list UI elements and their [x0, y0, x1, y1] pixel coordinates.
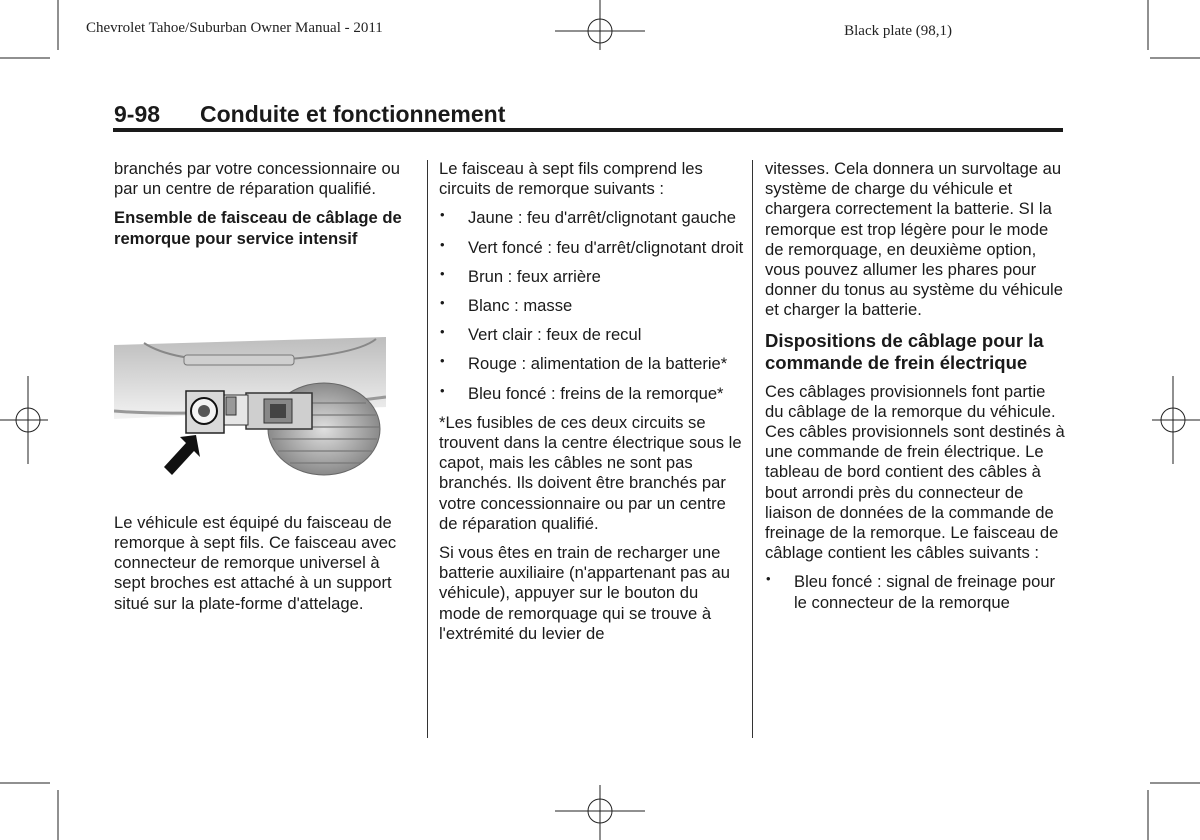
column-divider-1: [427, 160, 428, 738]
bullet-icon: •: [440, 353, 445, 369]
paragraph: vitesses. Cela donnera un survoltage au système de charge du véhicule et chargera correctement la batterie. SI la remorque est trop légère pour le mode de remorquage, en deuxième option, vous pouvez allumer les phares pour donner du tonus au système du véhicule et charger la batterie.: [765, 159, 1063, 320]
list-item-text: Jaune : feu d'arrêt/clignotant gauche: [468, 208, 736, 228]
running-header-right: Black plate (98,1): [844, 23, 952, 39]
paragraph: Le faisceau à sept fils comprend les circuits de remorque suivants :: [439, 159, 703, 199]
subsection-heading: Dispositions de câblage pour la commande de frein électrique: [765, 329, 1044, 373]
wire-list: [765, 572, 1065, 612]
section-title: Conduite et fonctionnement: [200, 101, 506, 127]
list-item-text: Blanc : masse: [468, 296, 573, 316]
list-item: [765, 572, 1065, 612]
paragraph: *Les fusibles de ces deux circuits se trouvent dans la centre électrique sous le capot, mais les câbles ne sont pas branchés. Ils doivent être branchés par votre concessionnaire ou par un centre de réparation qualifié.: [439, 412, 742, 533]
section-number: 9-98: [114, 101, 161, 127]
list-item-text: Bleu foncé : signal de freinage pour le connecteur de la remorque: [794, 572, 1056, 612]
list-item: [439, 296, 744, 316]
column-2: [439, 159, 744, 653]
paragraph: Ces câblages provisionnels font partie du câblage de la remorque du véhicule. Ces câbles provisionnels sont destinés à une commande de frein électrique. Le tableau de bord contient des câbles à bout arrondi près du connecteur de liaison de données de la commande de freinage de la remorque. Le faisceau de câblage contient les câbles suivants :: [765, 381, 1065, 563]
paragraph: branchés par votre concessionnaire ou par un centre de réparation qualifié.: [114, 159, 400, 199]
list-item: [439, 325, 744, 345]
column-3: [765, 159, 1065, 622]
bullet-icon: •: [440, 295, 445, 311]
wire-color-list: [439, 208, 744, 403]
list-item: [439, 354, 744, 374]
column-divider-2: [752, 160, 753, 738]
bullet-icon: •: [440, 236, 445, 252]
list-item-text: Vert clair : feux de recul: [468, 325, 642, 345]
header-rule: [113, 128, 1063, 132]
list-item: [439, 267, 744, 287]
bullet-icon: •: [440, 382, 445, 398]
bullet-icon: •: [440, 265, 445, 281]
subsection-heading: Ensemble de faisceau de câblage de remorque pour service intensif: [114, 208, 402, 248]
list-item-text: Vert foncé : feu d'arrêt/clignotant droit: [468, 237, 744, 257]
bullet-icon: •: [440, 207, 445, 223]
bullet-icon: •: [766, 571, 771, 587]
list-item-text: Brun : feux arrière: [468, 266, 601, 286]
running-header-left: Chevrolet Tahoe/Suburban Owner Manual - 2011: [86, 20, 383, 36]
list-item: [439, 238, 744, 258]
paragraph: Si vous êtes en train de recharger une batterie auxiliaire (n'appartenant pas au véhicule), appuyer sur le bouton du mode de remorquage qui se trouve à l'extrémité du levier de: [439, 543, 730, 643]
list-item-text: Bleu foncé : freins de la remorque*: [468, 383, 724, 403]
column-1: [114, 159, 412, 623]
list-item: [439, 208, 744, 228]
bullet-icon: •: [440, 324, 445, 340]
list-item: [439, 384, 744, 404]
list-item-text: Rouge : alimentation de la batterie*: [468, 354, 728, 374]
trailer-hitch-connector-illustration: [114, 337, 386, 487]
paragraph: Le véhicule est équipé du faisceau de remorque à sept fils. Ce faisceau avec connecteur de remorque universel à sept broches est attaché à un support situé sur la plate-forme d'attelage.: [114, 512, 397, 613]
trailer-connector-figure: [114, 337, 386, 487]
